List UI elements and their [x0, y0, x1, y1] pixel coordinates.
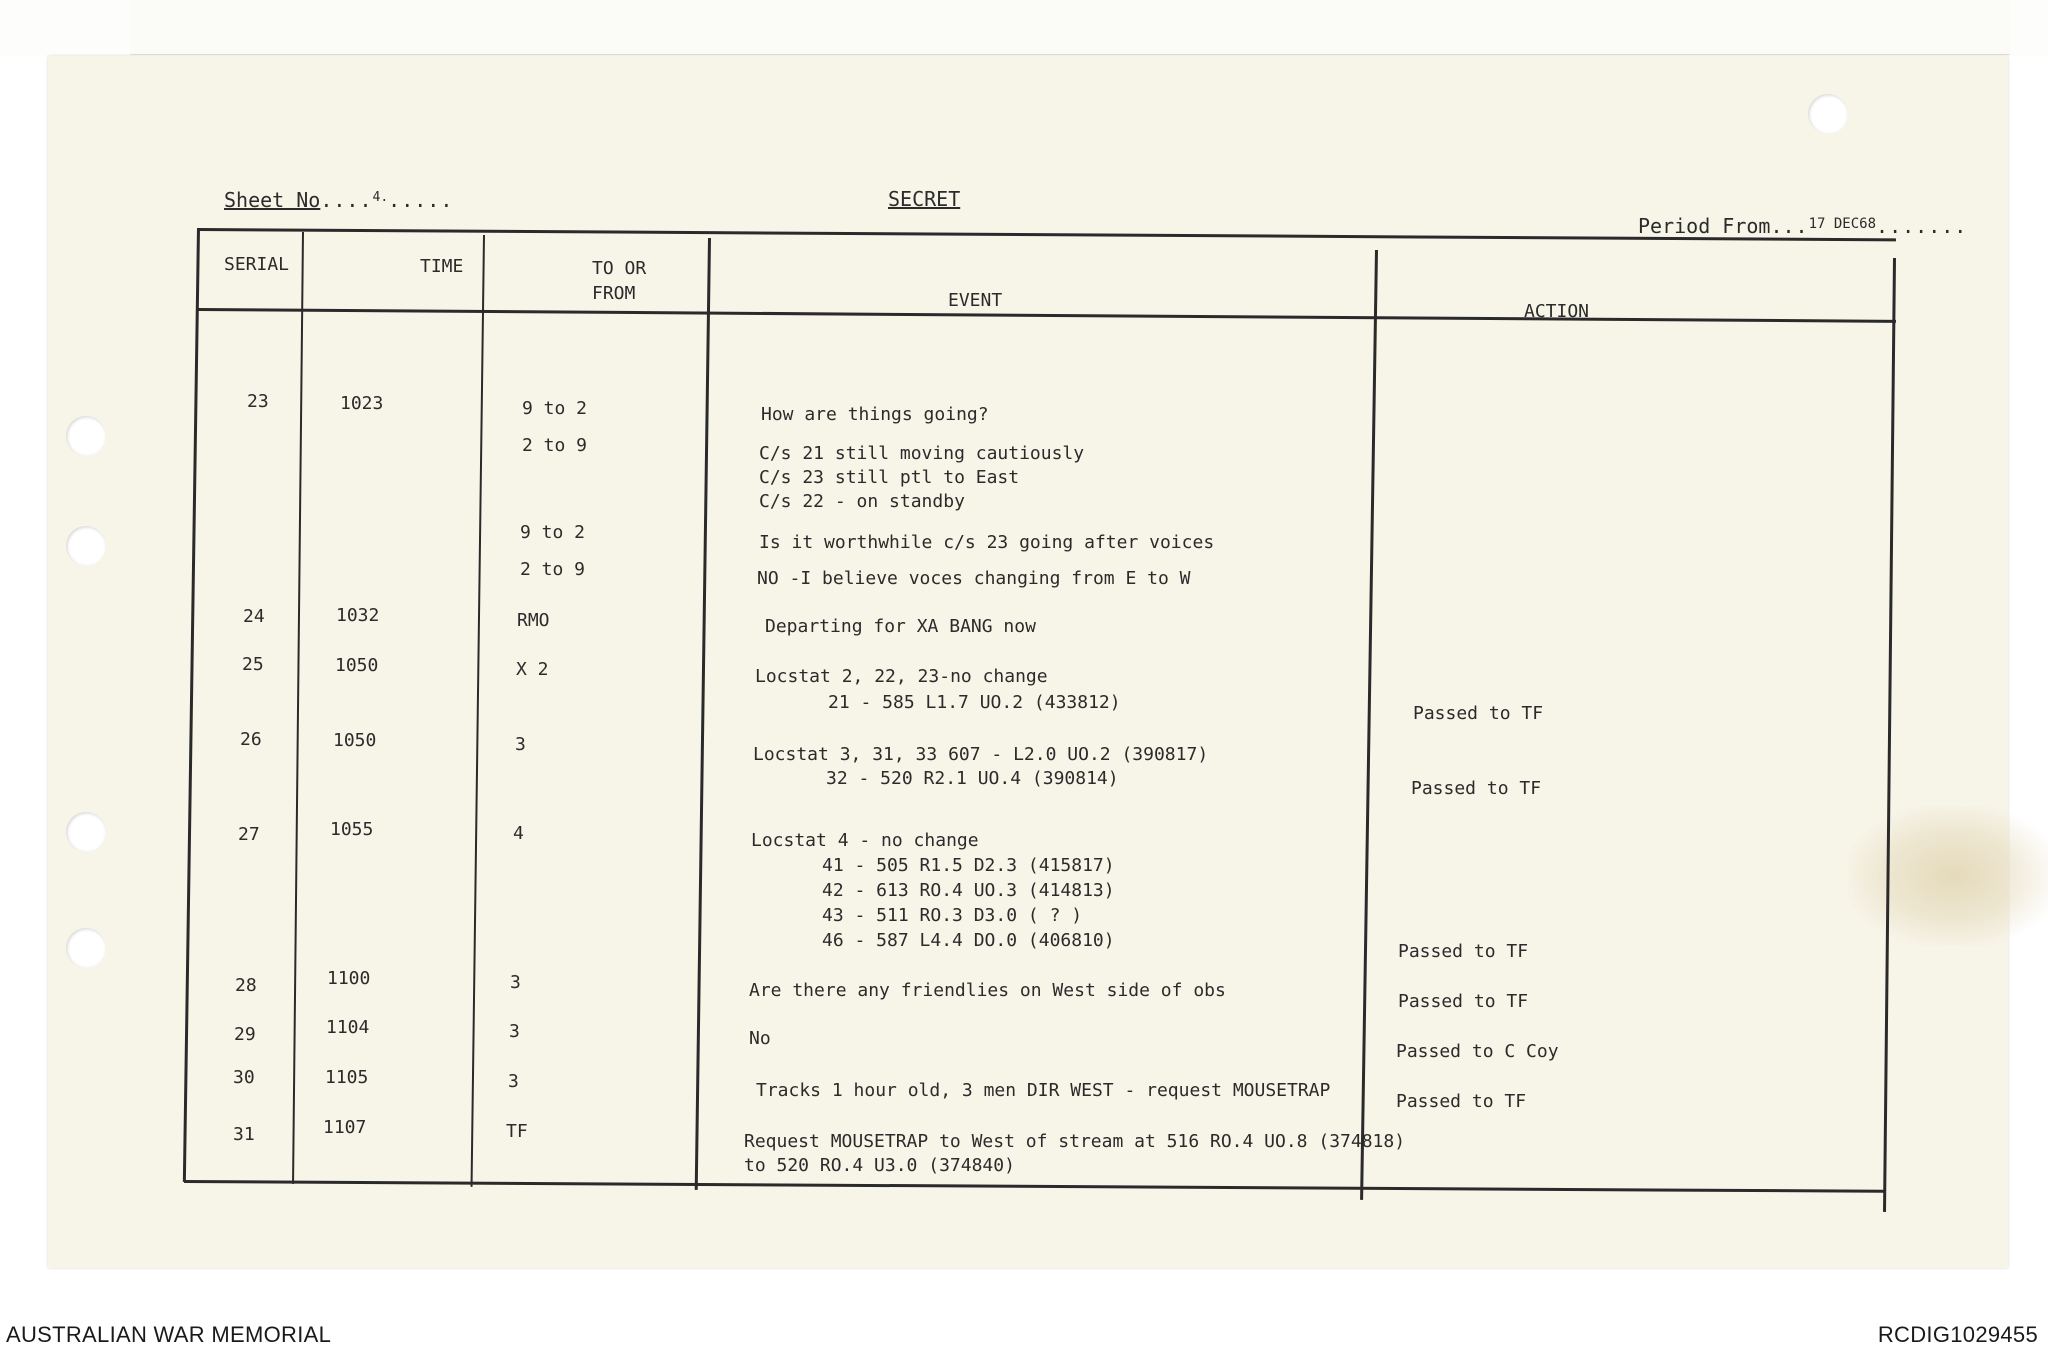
time-cell: 1100	[327, 968, 371, 989]
sheet-no-dots: ....	[320, 188, 373, 212]
time-cell: 1050	[335, 655, 379, 676]
water-stain	[1848, 806, 2048, 946]
event-cell: NO -I believe voces changing from E to W	[757, 568, 1191, 589]
serial-cell: 27	[238, 824, 260, 845]
event-cell: 21 - 585 L1.7 UO.2 (433812)	[828, 692, 1121, 713]
event-cell: 43 - 511 RO.3 D3.0 ( ? )	[822, 905, 1083, 926]
to-from-cell: 2 to 9	[520, 559, 586, 580]
event-cell: C/s 21 still moving cautiously	[759, 443, 1085, 464]
underlying-sheet-edge	[130, 0, 2010, 55]
event-cell: Locstat 4 - no change	[751, 830, 979, 851]
time-cell: 1055	[330, 819, 374, 840]
action-cell: Passed to TF	[1413, 703, 1544, 724]
event-cell: 32 - 520 R2.1 UO.4 (390814)	[826, 768, 1119, 789]
serial-cell: 23	[247, 391, 269, 412]
time-cell: 1032	[336, 605, 380, 626]
archive-id: RCDIG1029455	[1877, 1322, 2038, 1347]
serial-cell: 25	[242, 654, 264, 675]
punch-hole	[66, 928, 106, 968]
punch-hole	[66, 526, 106, 566]
event-cell: Request MOUSETRAP to West of stream at 516 RO.4 UO.8 (374818)	[744, 1131, 1406, 1152]
to-from-cell: 4	[513, 823, 524, 844]
event-cell: 41 - 505 R1.5 D2.3 (415817)	[822, 855, 1115, 876]
event-cell: 42 - 613 RO.4 UO.3 (414813)	[822, 880, 1115, 901]
column-header-serial: SERIAL	[224, 254, 290, 275]
serial-cell: 24	[243, 606, 265, 627]
to-from-cell: 3	[515, 734, 526, 755]
serial-cell: 28	[235, 975, 257, 996]
to-from-cell: 9 to 2	[522, 398, 588, 419]
event-cell: to 520 RO.4 U3.0 (374840)	[744, 1155, 1015, 1176]
event-cell: 46 - 587 L4.4 DO.0 (406810)	[822, 930, 1115, 951]
action-cell: Passed to TF	[1411, 778, 1542, 799]
event-cell: Is it worthwhile c/s 23 going after voices	[759, 532, 1215, 553]
event-cell: Locstat 3, 31, 33 607 - L2.0 UO.2 (390817)	[753, 744, 1209, 765]
punch-hole	[1808, 94, 1848, 134]
event-cell: Tracks 1 hour old, 3 men DIR WEST - request MOUSETRAP	[756, 1080, 1331, 1101]
to-from-cell: RMO	[517, 610, 550, 631]
to-from-cell: 3	[509, 1021, 520, 1042]
event-cell: C/s 23 still ptl to East	[759, 467, 1020, 488]
period-dots-trailing: .......	[1876, 214, 1968, 238]
to-from-cell: X 2	[516, 659, 549, 680]
column-header-action: ACTION	[1524, 301, 1590, 322]
serial-cell: 30	[233, 1067, 255, 1088]
sheet-number	[224, 190, 453, 210]
action-cell: Passed to TF	[1396, 1091, 1527, 1112]
period-dots: ..	[1782, 214, 1809, 238]
event-cell: How are things going?	[761, 404, 989, 425]
serial-cell: 31	[233, 1124, 255, 1145]
column-header-event: EVENT	[948, 290, 1003, 311]
to-from-cell: TF	[506, 1121, 528, 1142]
classification-marking: SECRET	[888, 187, 961, 211]
serial-cell: 26	[240, 729, 262, 750]
to-from-cell: 9 to 2	[520, 522, 586, 543]
column-header-from: FROM	[592, 283, 636, 304]
time-cell: 1023	[340, 393, 384, 414]
event-cell: Are there any friendlies on West side of obs	[749, 980, 1226, 1001]
punch-hole	[66, 416, 106, 456]
to-from-cell: 3	[510, 972, 521, 993]
punch-hole	[66, 812, 106, 852]
to-from-cell: 2 to 9	[522, 435, 588, 456]
sheet-no-label: Sheet No	[224, 188, 321, 212]
period-value: 17 DEC68	[1808, 216, 1877, 232]
sheet-no-dots-trailing: .....	[388, 188, 454, 212]
serial-cell: 29	[234, 1024, 256, 1045]
action-cell: Passed to TF	[1398, 941, 1529, 962]
to-from-cell: 3	[508, 1071, 519, 1092]
event-cell: Departing for XA BANG now	[765, 616, 1036, 637]
column-header-to-or: TO OR	[592, 258, 647, 279]
time-cell: 1107	[323, 1117, 367, 1138]
period-label: Period From.	[1638, 214, 1783, 238]
event-cell: C/s 22 - on standby	[759, 491, 965, 512]
action-cell: Passed to C Coy	[1396, 1041, 1559, 1062]
column-header-time: TIME	[420, 256, 464, 277]
action-cell: Passed to TF	[1398, 991, 1529, 1012]
time-cell: 1050	[333, 730, 377, 751]
period-from	[1638, 216, 1967, 236]
event-cell: Locstat 2, 22, 23-no change	[755, 666, 1048, 687]
time-cell: 1104	[326, 1017, 370, 1038]
event-cell: No	[749, 1028, 771, 1049]
time-cell: 1105	[325, 1067, 369, 1088]
sheet-no-value: 4.	[372, 190, 389, 205]
archive-credit: AUSTRALIAN WAR MEMORIAL	[6, 1322, 332, 1347]
